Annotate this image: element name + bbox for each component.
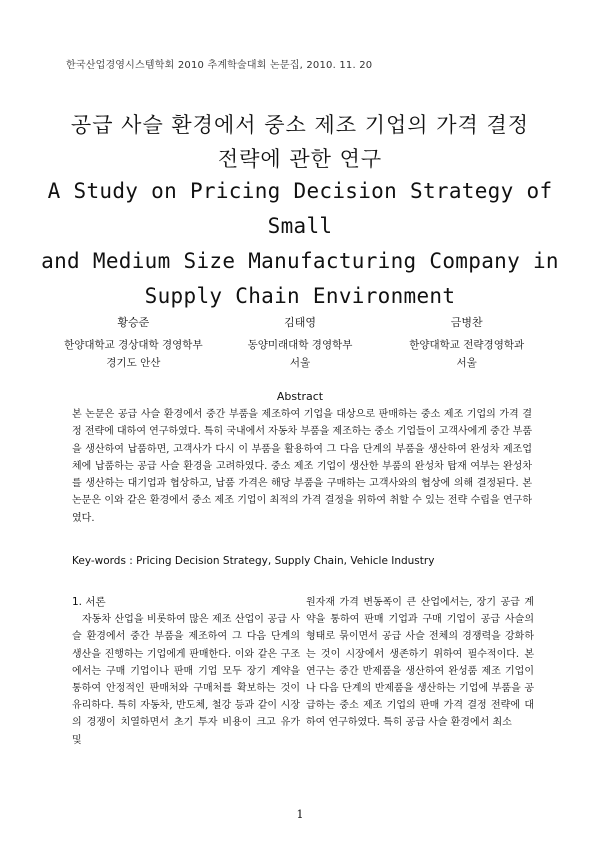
english-title-line: A Study on Pricing Decision Strategy of Small xyxy=(47,179,553,238)
abstract-heading: Abstract xyxy=(276,390,324,403)
korean-title-line: 공급 사슬 환경에서 중소 제조 기업의 가격 결정 xyxy=(70,113,530,137)
author-list xyxy=(50,314,550,372)
english-title-line: Supply Chain Environment xyxy=(144,284,456,308)
body-column-left xyxy=(72,594,300,749)
author xyxy=(50,314,217,372)
author-affiliation: 한양대학교 전략경영학과 xyxy=(409,339,525,351)
keywords: Key-words : Pricing Decision Strategy, Supply Chain, Vehicle Industry xyxy=(72,555,435,567)
author-name: 금병찬 xyxy=(450,316,483,329)
body-paragraph: 자동차 산업을 비롯하여 많은 제조 산업이 공급 사슬 환경에서 중간 부품을 제조하여 그 다음 단계의 생산을 진행하는 기업에게 판매한다. 이와 같은 구조에서는 구매 기업이나 판매 기업 모두 장기 계약을 통하여 안정적인 판매처와 구매처를 확보하는 것이 유리하다. 특히 자동차, 반도체, 철강 등과 같이 시장의 경쟁이 치열하면서 초기 투자 비용이 크고 유가 및 xyxy=(72,614,300,746)
author-affiliation: 동양미래대학 경영학부 xyxy=(247,339,353,351)
author-location: 서울 xyxy=(456,357,477,369)
abstract-body: 본 논문은 공급 사슬 환경에서 중간 부품을 제조하여 기업을 대상으로 판매하는 중소 제조 기업의 가격 결정 전략에 대하여 연구하였다. 특히 국내에서 자동차 부품을 제조하는 중소 기업들이 고객사에게 중간 부품을 생산하여 납품하면, 고객사가 다시 이 부품을 활용하여 그 다음 단계의 부품을 생산하여 완성차 제조업체에 납품하는 공급 사슬 환경을 고려하였다. 중소 제조 기업이 생산한 부품의 완성차 탑재 여부는 완성차를 생산하는 대기업과 협상하고, 납품 가격은 해당 부품을 구매하는 고객사와의 협상에 의해 결정된다. 본 논문은 이와 같은 환경에서 중소 제조 기업이 최적의 가격 결정을 위하여 취할 수 있는 전략 수립을 연구하였다. xyxy=(72,409,532,524)
conference-header: 한국산업경영시스템학회 2010 추계학술대회 논문집, 2010. 11. 20 xyxy=(66,60,373,71)
author-affiliation: 한양대학교 경상대학 경영학부 xyxy=(64,339,203,351)
korean-title xyxy=(30,108,570,176)
author-name: 황승준 xyxy=(117,316,150,329)
korean-title-line: 전략에 관한 연구 xyxy=(217,147,383,171)
author-location: 경기도 안산 xyxy=(106,357,161,369)
author-location: 서울 xyxy=(289,357,311,369)
author xyxy=(217,314,384,372)
author-name: 김태영 xyxy=(284,316,316,329)
english-title-line: and Medium Size Manufacturing Company in xyxy=(41,249,559,273)
body-paragraph: 원자재 가격 변동폭이 큰 산업에서는, 장기 공급 계약을 통하여 판매 기업과 구매 기업이 공급 사슬의 형태로 묶이면서 공급 사슬 전체의 경쟁력을 강화하는 것이 시장에서 생존하기 위하여 필수적이다. 본 연구는 중간 반제품을 생산하여 완성품 제조 기업이나 다음 단계의 반제품을 생산하는 기업에 부품을 공급하는 중소 제조 기업의 판매 가격 결정 전략에 대하여 연구하였다. 특히 공급 사슬 환경에서 최소 xyxy=(306,597,534,729)
english-title xyxy=(20,174,580,314)
section-heading: 1. 서론 xyxy=(72,596,106,608)
author xyxy=(383,314,550,372)
body-column-right xyxy=(306,594,534,732)
page-number: 1 xyxy=(296,808,304,821)
